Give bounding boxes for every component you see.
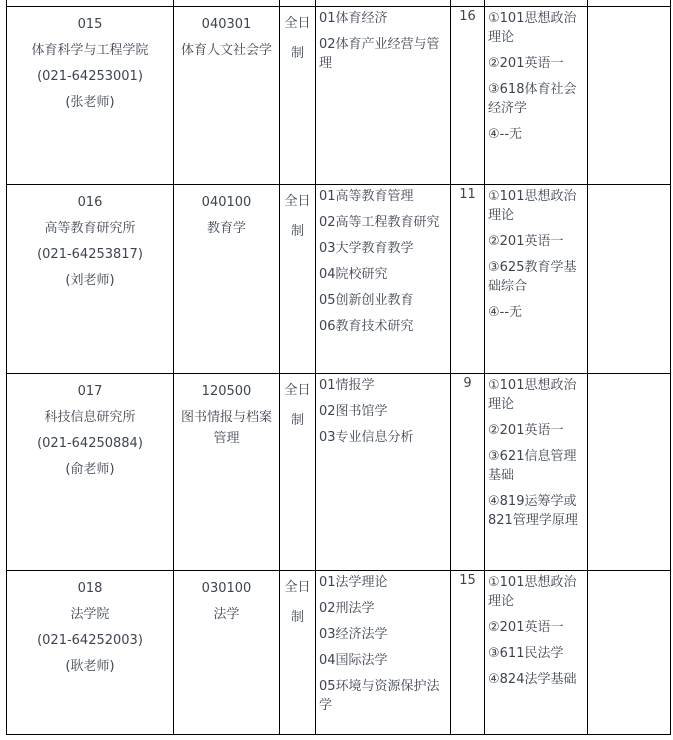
cell-line: (俞老师) bbox=[65, 462, 115, 477]
cell-line: 01体育经济 bbox=[319, 11, 388, 26]
cell-line: 03经济法学 bbox=[319, 627, 388, 642]
study-mode-text: 全日制 bbox=[284, 194, 311, 239]
cell-line: (021-64250884) bbox=[37, 436, 143, 451]
cell-line: 高等教育研究所 bbox=[44, 221, 136, 236]
cell-line: ②201英语一 bbox=[488, 56, 564, 71]
cell-line: 科技信息研究所 bbox=[44, 410, 136, 425]
cell-line: 02体育产业经营与管理 bbox=[319, 37, 440, 71]
directions-cell bbox=[316, 7, 451, 185]
major-cell bbox=[174, 185, 280, 374]
cell-line: 01高等教育管理 bbox=[319, 189, 414, 204]
cell-line: 04院校研究 bbox=[319, 267, 388, 282]
cell-line: ②201英语一 bbox=[488, 423, 564, 438]
exam-subjects-cell bbox=[485, 7, 588, 185]
directions-cell bbox=[316, 374, 451, 571]
cell-line: ④824法学基础 bbox=[488, 672, 577, 687]
table-row-017 bbox=[7, 374, 671, 571]
cell-line: 体育人文社会学 bbox=[180, 43, 272, 58]
directions-cell bbox=[316, 571, 451, 735]
cell-line: 05环境与资源保护法学 bbox=[319, 679, 440, 713]
cell-line: ①101思想政治理论 bbox=[488, 189, 577, 223]
cell-line: ③618体育社会经济学 bbox=[488, 82, 577, 116]
remark-cell bbox=[588, 185, 671, 374]
study-mode-cell bbox=[280, 374, 316, 571]
quota-cell: 16 bbox=[451, 7, 485, 185]
study-mode-cell bbox=[280, 185, 316, 374]
cell-line: 03大学教育教学 bbox=[319, 241, 414, 256]
cell-line: 02图书馆学 bbox=[319, 404, 388, 419]
cell-line: 018 bbox=[77, 581, 103, 596]
cell-line: (021-64252003) bbox=[37, 633, 143, 648]
major-cell bbox=[174, 374, 280, 571]
cell-line: ③611民法学 bbox=[488, 646, 564, 661]
cell-line: 04国际法学 bbox=[319, 653, 388, 668]
study-mode-text: 全日制 bbox=[284, 383, 311, 428]
cell-line: 120500 bbox=[201, 384, 252, 399]
cell-line: ②201英语一 bbox=[488, 234, 564, 249]
study-mode-cell bbox=[280, 7, 316, 185]
cell-line: 03专业信息分析 bbox=[319, 430, 414, 445]
dept-cell bbox=[7, 7, 174, 185]
cell-line: 040301 bbox=[201, 17, 252, 32]
major-cell bbox=[174, 571, 280, 735]
exam-subjects-cell bbox=[485, 571, 588, 735]
cell-line: 体育科学与工程学院 bbox=[31, 43, 149, 58]
cell-line: ③625教育学基础综合 bbox=[488, 260, 577, 294]
table-row-016 bbox=[7, 185, 671, 374]
quota-cell: 11 bbox=[451, 185, 485, 374]
remark-cell bbox=[588, 7, 671, 185]
study-mode-text: 全日制 bbox=[284, 580, 311, 625]
dept-cell bbox=[7, 185, 174, 374]
cell-line: ①101思想政治理论 bbox=[488, 11, 577, 45]
directions-cell bbox=[316, 185, 451, 374]
cell-line: 02高等工程教育研究 bbox=[319, 215, 440, 230]
remark-cell bbox=[588, 571, 671, 735]
cell-line: (张老师) bbox=[65, 95, 115, 110]
cell-line: 030100 bbox=[201, 581, 252, 596]
major-cell bbox=[174, 7, 280, 185]
cell-line: ④--无 bbox=[488, 305, 523, 320]
dept-cell bbox=[7, 374, 174, 571]
cell-line: 06教育技术研究 bbox=[319, 319, 414, 334]
cell-line: 图书情报与档案管理 bbox=[180, 410, 272, 446]
cell-line: ④819运筹学或821管理学原理 bbox=[488, 494, 578, 528]
cell-line: 016 bbox=[77, 195, 103, 210]
table-row-018 bbox=[7, 571, 671, 735]
exam-subjects-cell bbox=[485, 185, 588, 374]
cell-line: 法学院 bbox=[70, 607, 110, 622]
cell-line: (耿老师) bbox=[65, 659, 115, 674]
table-row-015 bbox=[7, 7, 671, 185]
cell-line: ①101思想政治理论 bbox=[488, 575, 577, 609]
cell-line: 015 bbox=[77, 17, 103, 32]
quota-cell: 15 bbox=[451, 571, 485, 735]
cell-line: 05创新创业教育 bbox=[319, 293, 414, 308]
cell-line: 017 bbox=[77, 384, 103, 399]
cell-line: (刘老师) bbox=[65, 273, 115, 288]
cell-line: ④--无 bbox=[488, 127, 523, 142]
exam-subjects-cell bbox=[485, 374, 588, 571]
cell-line: (021-64253817) bbox=[37, 247, 143, 262]
remark-cell bbox=[588, 374, 671, 571]
study-mode-text: 全日制 bbox=[284, 16, 311, 61]
cell-line: ③621信息管理基础 bbox=[488, 449, 577, 483]
dept-cell bbox=[7, 571, 174, 735]
quota-cell: 9 bbox=[451, 374, 485, 571]
study-mode-cell bbox=[280, 571, 316, 735]
admissions-table bbox=[6, 0, 671, 735]
cell-line: 法学 bbox=[213, 607, 240, 622]
cell-line: 040100 bbox=[201, 195, 252, 210]
cell-line: 01法学理论 bbox=[319, 575, 388, 590]
cell-line: ①101思想政治理论 bbox=[488, 378, 577, 412]
cell-line: (021-64253001) bbox=[37, 69, 143, 84]
cell-line: 01情报学 bbox=[319, 378, 375, 393]
cell-line: 教育学 bbox=[206, 221, 246, 236]
cell-line: 02刑法学 bbox=[319, 601, 375, 616]
cell-line: ②201英语一 bbox=[488, 620, 564, 635]
